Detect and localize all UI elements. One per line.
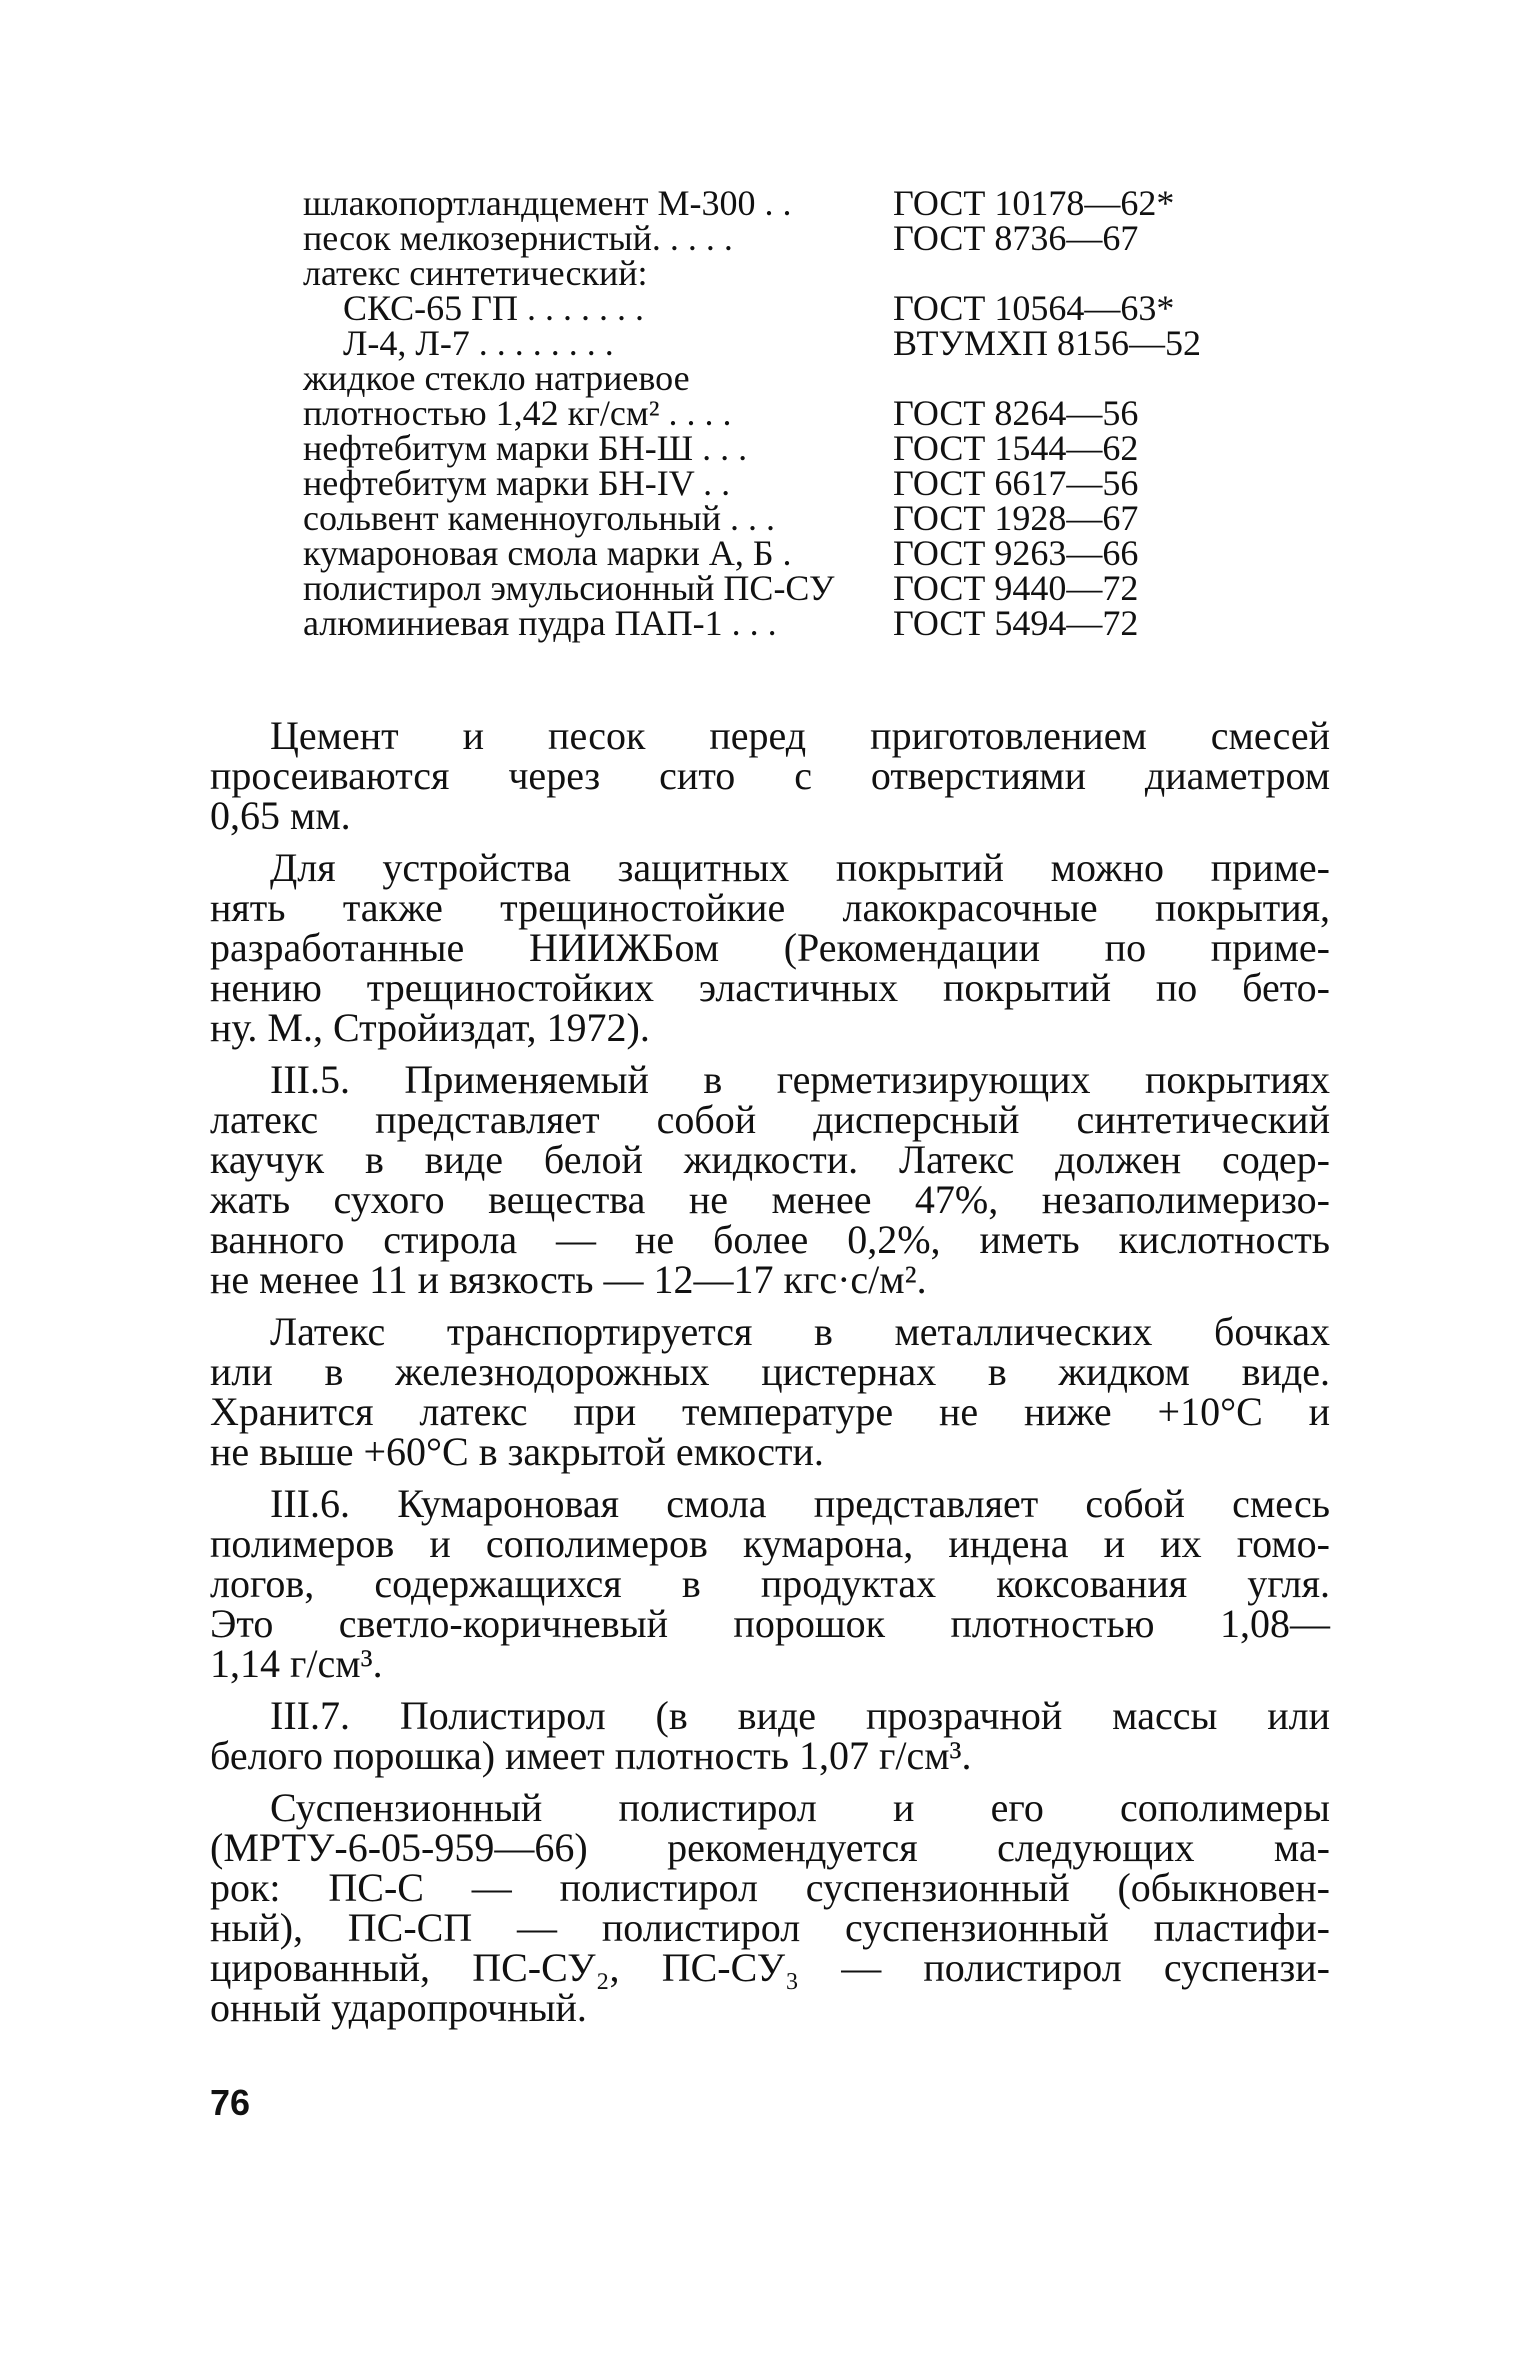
material-standard: ГОСТ 1928—67 bbox=[893, 498, 1139, 538]
material-name: алюминиевая пудра ПАП-1 . . . bbox=[303, 603, 777, 643]
material-row bbox=[303, 603, 1223, 643]
material-name: шлакопортландцемент М-300 . . bbox=[303, 183, 792, 223]
text-line: III.5. Применяемый в герметизирующих покрытиях bbox=[270, 1057, 1330, 1102]
material-row bbox=[303, 428, 1223, 468]
text-line: (МРТУ-6-05-959—66) рекомендуется следующих ма- bbox=[210, 1825, 1330, 1870]
material-row bbox=[303, 463, 1223, 503]
material-row bbox=[303, 498, 1223, 538]
material-standard: ГОСТ 6617—56 bbox=[893, 463, 1139, 503]
body-text bbox=[210, 713, 1330, 2040]
text-line: III.7. Полистирол (в виде прозрачной массы или bbox=[270, 1693, 1330, 1738]
material-row bbox=[303, 358, 1223, 398]
material-name: полистирол эмульсионный ПС-СУ bbox=[303, 568, 835, 608]
material-name: латекс синтетический: bbox=[303, 253, 648, 293]
material-row bbox=[303, 323, 1223, 363]
text-line: каучук в виде белой жидкости. Латекс должен содер- bbox=[210, 1137, 1330, 1182]
material-row bbox=[303, 288, 1223, 328]
material-name: СКС-65 ГП . . . . . . . bbox=[343, 288, 644, 328]
paragraph bbox=[210, 1785, 1330, 2030]
text-line: не выше +60°С в закрытой емкости. bbox=[210, 1429, 824, 1474]
material-standard: ГОСТ 10178—62* bbox=[893, 183, 1175, 223]
text-line: 0,65 мм. bbox=[210, 793, 351, 838]
text-line: 1,14 г/см³. bbox=[210, 1641, 383, 1686]
material-row bbox=[303, 533, 1223, 573]
text-line: нять также трещиностойкие лакокрасочные покрытия, bbox=[210, 885, 1330, 930]
material-row bbox=[303, 253, 1223, 293]
text-line: Это светло-коричневый порошок плотностью 1,08— bbox=[210, 1601, 1330, 1646]
text-line: полимеров и сополимеров кумарона, индена и их гомо- bbox=[210, 1521, 1330, 1566]
text-line: рок: ПС-С — полистирол суспензионный (обыкновен- bbox=[210, 1865, 1330, 1910]
text-line: жать сухого вещества не менее 47%, незаполимеризо- bbox=[210, 1177, 1330, 1222]
material-name: нефтебитум марки БН-IV . . bbox=[303, 463, 731, 503]
paragraph bbox=[210, 1481, 1330, 1686]
material-standard: ГОСТ 1544—62 bbox=[893, 428, 1139, 468]
material-row bbox=[303, 218, 1223, 258]
material-standard: ГОСТ 8264—56 bbox=[893, 393, 1139, 433]
text-line: Цемент и песок перед приготовлением смесей bbox=[270, 713, 1330, 758]
material-standard: ГОСТ 10564—63* bbox=[893, 288, 1175, 328]
text-line: не менее 11 и вязкость — 12—17 кгс·с/м². bbox=[210, 1257, 927, 1302]
text-line: нению трещиностойких эластичных покрытий по бето- bbox=[210, 965, 1330, 1010]
text-line: белого порошка) имеет плотность 1,07 г/см³. bbox=[210, 1733, 972, 1778]
text-line: Суспензионный полистирол и его сополимеры bbox=[270, 1785, 1330, 1830]
material-standard: ВТУМХП 8156—52 bbox=[893, 323, 1202, 363]
material-standard: ГОСТ 9263—66 bbox=[893, 533, 1139, 573]
material-name: песок мелкозернистый. . . . . bbox=[303, 218, 733, 258]
material-name: кумароновая смола марки А, Б . bbox=[303, 533, 792, 573]
materials-list bbox=[303, 183, 1223, 643]
material-standard: ГОСТ 5494—72 bbox=[893, 603, 1139, 643]
text-line: латекс представляет собой дисперсный синтетический bbox=[210, 1097, 1330, 1142]
text-line: Латекс транспортируется в металлических бочках bbox=[270, 1309, 1330, 1354]
text-line: Для устройства защитных покрытий можно приме- bbox=[270, 845, 1330, 890]
material-standard: ГОСТ 9440—72 bbox=[893, 568, 1139, 608]
text-line: цированный, ПС-СУ₂, ПС-СУ₃ — полистирол суспензи- bbox=[210, 1945, 1330, 1990]
text-line: ный), ПС-СП — полистирол суспензионный пластифи- bbox=[210, 1905, 1330, 1950]
text-line: разработанные НИИЖБом (Рекомендации по приме- bbox=[210, 925, 1330, 970]
material-row bbox=[303, 568, 1223, 608]
text-line: просеиваются через сито с отверстиями диаметром bbox=[210, 753, 1330, 798]
text-line: или в железнодорожных цистернах в жидком виде. bbox=[210, 1349, 1330, 1394]
text-line: ванного стирола — не более 0,2%, иметь кислотность bbox=[210, 1217, 1330, 1262]
text-line: ну. М., Стройиздат, 1972). bbox=[210, 1005, 650, 1050]
text-line: онный ударопрочный. bbox=[210, 1985, 587, 2030]
paragraph bbox=[210, 713, 1330, 838]
material-name: жидкое стекло натриевое bbox=[303, 358, 690, 398]
text-line: III.6. Кумароновая смола представляет собой смесь bbox=[270, 1481, 1330, 1526]
paragraph bbox=[210, 1057, 1330, 1302]
material-name: плотностью 1,42 кг/см² . . . . bbox=[303, 393, 732, 433]
paragraph bbox=[210, 1309, 1330, 1474]
paragraph bbox=[210, 845, 1330, 1050]
material-name: Л-4, Л-7 . . . . . . . . bbox=[343, 323, 614, 363]
page-number: 76 bbox=[210, 2082, 251, 2123]
material-name: нефтебитум марки БН-Ш . . . bbox=[303, 428, 748, 468]
paragraph bbox=[210, 1693, 1330, 1778]
text-line: логов, содержащихся в продуктах коксования угля. bbox=[210, 1561, 1330, 1606]
material-row bbox=[303, 183, 1223, 223]
material-name: сольвент каменноугольный . . . bbox=[303, 498, 775, 538]
text-line: Хранится латекс при температуре не ниже +10°С и bbox=[210, 1389, 1330, 1434]
material-standard: ГОСТ 8736—67 bbox=[893, 218, 1139, 258]
material-row bbox=[303, 393, 1223, 433]
